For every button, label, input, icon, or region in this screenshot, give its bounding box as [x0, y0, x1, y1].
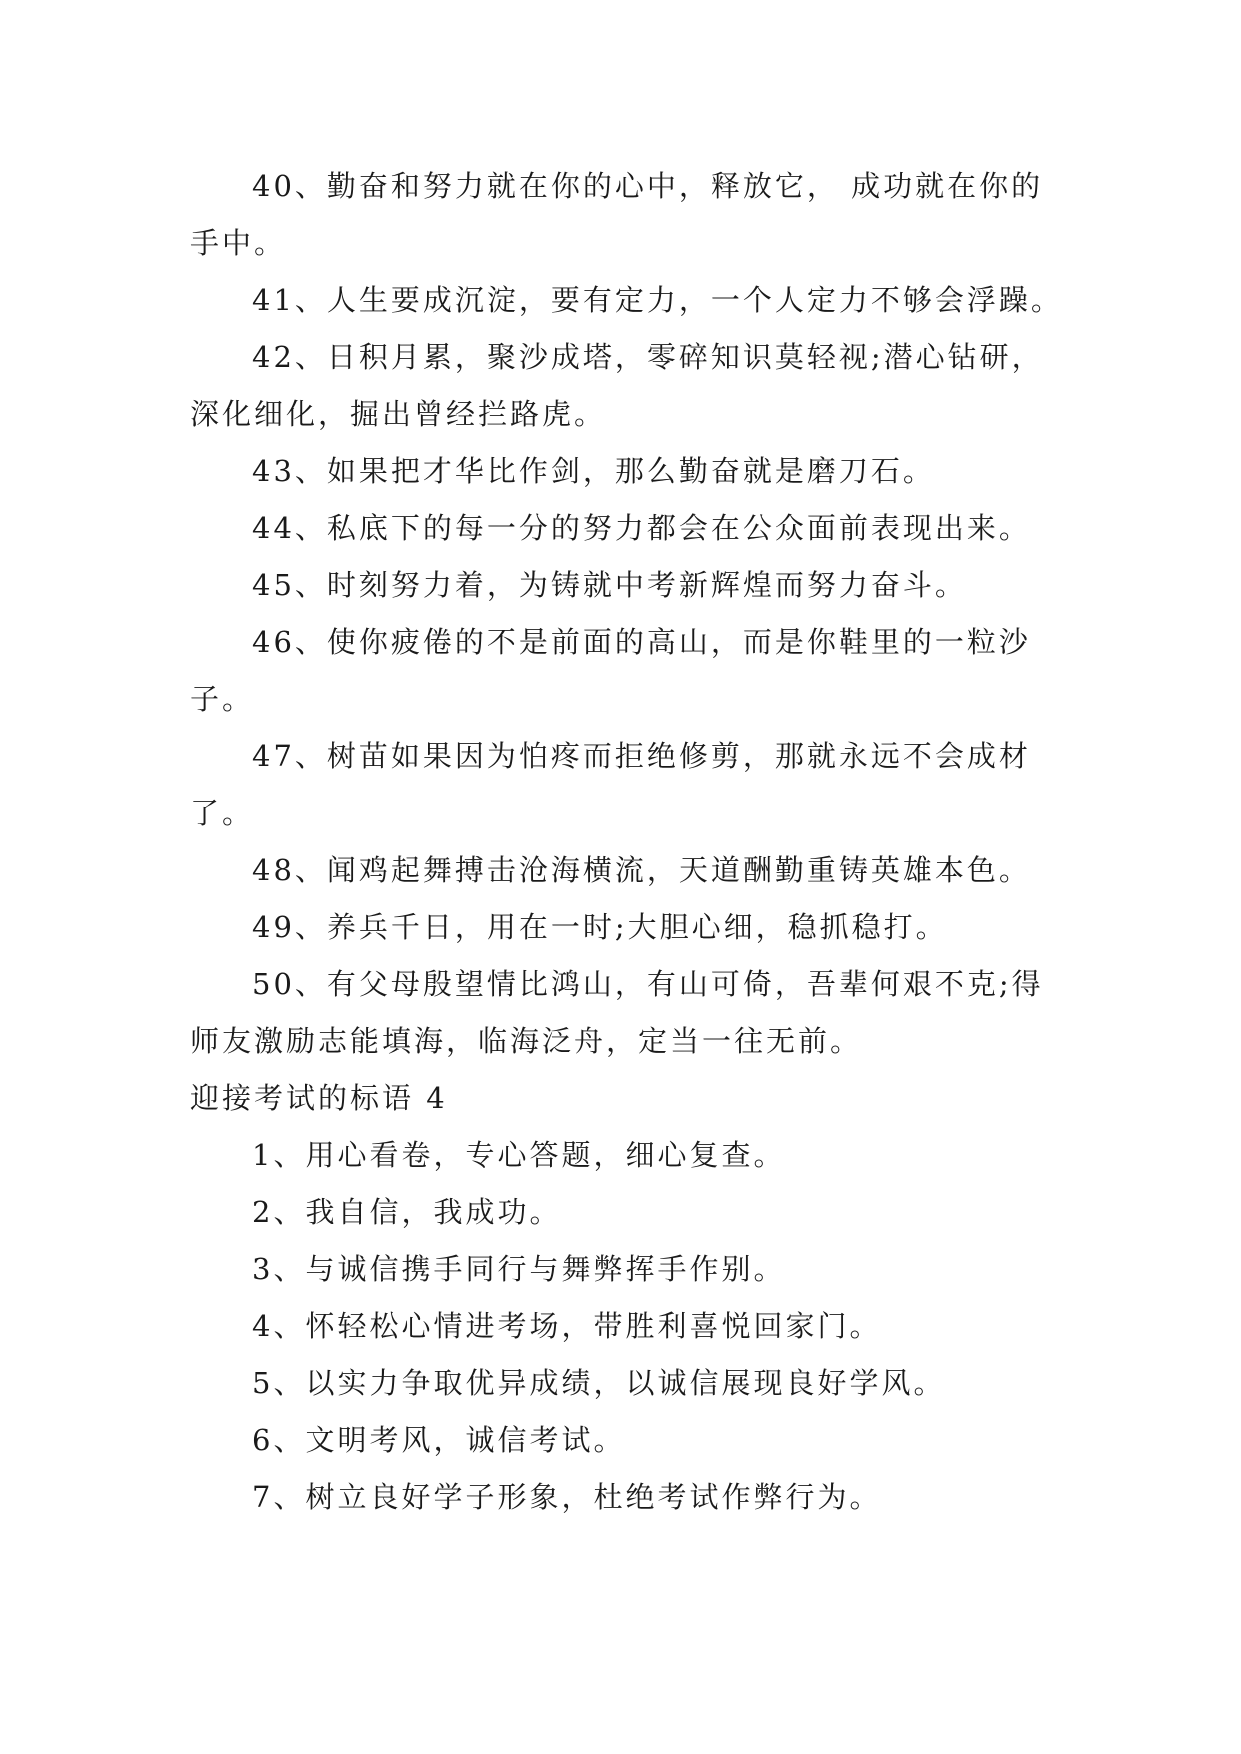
slogan-47: 47、树苗如果因为怕疼而拒绝修剪，那就永远不会成材了。: [190, 739, 1031, 830]
slogan-50: 50、有父母殷望情比鸿山，有山可倚，吾辈何艰不克;得师友激励志能填海，临海泛舟，定当一往无前。: [190, 967, 1044, 1058]
exam-slogan-5: 5、以实力争取优异成绩，以诚信展现良好学风。: [252, 1366, 946, 1400]
slogan-42: 42、日积月累，聚沙成塔，零碎知识莫轻视;潜心钻研，深化细化，掘出曾经拦路虎。: [190, 340, 1044, 431]
exam-slogan-1: 1、用心看卷，专心答题，细心复查。: [252, 1138, 786, 1172]
exam-slogan-6: 6、文明考风，诚信考试。: [252, 1423, 626, 1457]
slogan-49: 49、养兵千日，用在一时;大胆心细，稳抓稳打。: [252, 910, 948, 944]
exam-slogan-4: 4、怀轻松心情进考场，带胜利喜悦回家门。: [252, 1309, 882, 1343]
exam-slogan-7: 7、树立良好学子形象，杜绝考试作弊行为。: [252, 1480, 882, 1514]
slogan-44: 44、私底下的每一分的努力都会在公众面前表现出来。: [252, 511, 1031, 545]
slogan-45: 45、时刻努力着，为铸就中考新辉煌而努力奋斗。: [252, 568, 967, 602]
slogan-48: 48、闻鸡起舞搏击沧海横流，天道酬勤重铸英雄本色。: [252, 853, 1031, 887]
slogan-41: 41、人生要成沉淀，要有定力，一个人定力不够会浮躁。: [252, 283, 1063, 317]
slogan-46: 46、使你疲倦的不是前面的高山，而是你鞋里的一粒沙子。: [190, 625, 1031, 716]
section-heading: 迎接考试的标语 4: [190, 1081, 448, 1115]
slogan-43: 43、如果把才华比作剑，那么勤奋就是磨刀石。: [252, 454, 935, 488]
slogan-40: 40、勤奋和努力就在你的心中，释放它， 成功就在你的手中。: [190, 169, 1044, 260]
exam-slogan-2: 2、我自信，我成功。: [252, 1195, 562, 1229]
document-body: [190, 158, 1070, 1526]
exam-slogan-3: 3、与诚信携手同行与舞弊挥手作别。: [252, 1252, 786, 1286]
